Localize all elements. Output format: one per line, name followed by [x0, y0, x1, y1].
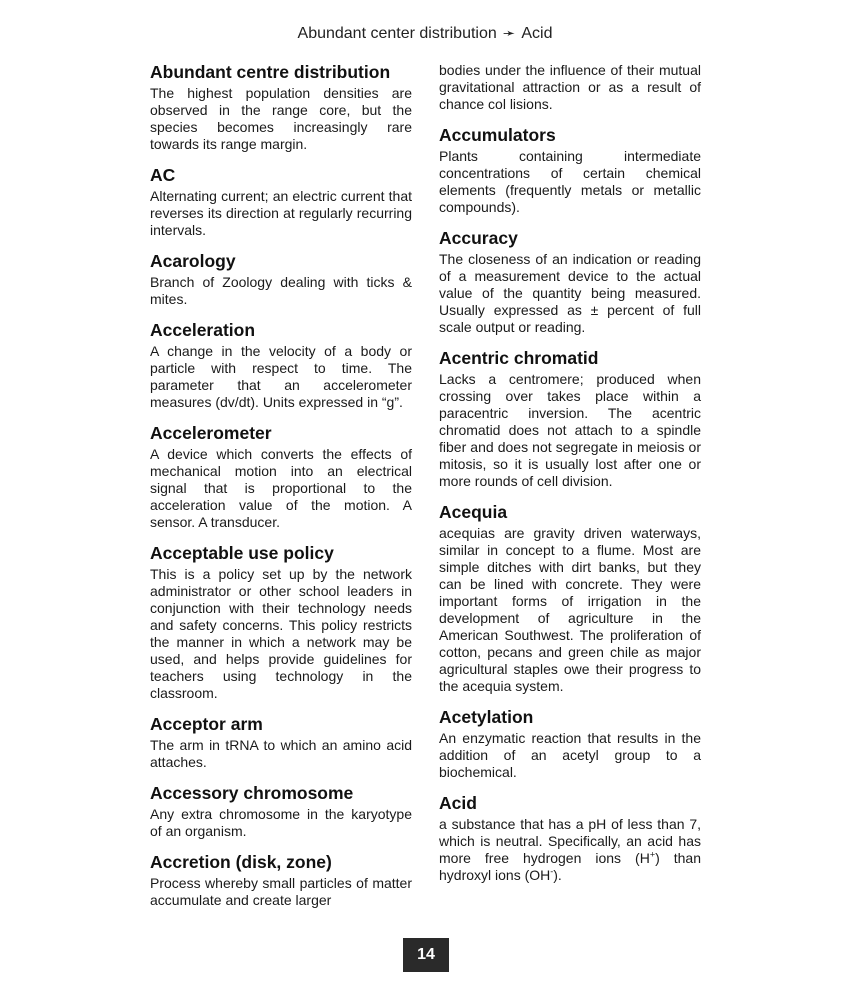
- entry-term: Acceptable use policy: [150, 543, 334, 563]
- entry-term: Accuracy: [439, 228, 518, 248]
- entry-term: Acarology: [150, 251, 236, 271]
- glossary-entry: [150, 251, 412, 308]
- acid-definition-text: ).: [553, 867, 562, 883]
- entry-definition: The highest population densities are observed in the range core, but the species becomes increasingly rare towards its range margin.: [150, 85, 412, 152]
- glossary-entry: [150, 543, 412, 702]
- right-column: [439, 62, 701, 896]
- entry-definition: [439, 816, 701, 884]
- entry-definition: The closeness of an indication or reading of a measurement device to the actual value of the quantity being measured. Usually expressed as ± percent of full scale output or reading.: [439, 251, 701, 335]
- glossary-entry: [439, 502, 701, 695]
- glossary-entry: [439, 348, 701, 490]
- glossary-entry: [439, 125, 701, 216]
- glossary-entry: [150, 62, 412, 153]
- minus-superscript: -: [550, 866, 554, 877]
- continued-definition: bodies under the influence of their mutual gravitational attraction or as a result of chance col lisions.: [439, 62, 701, 112]
- acid-definition-text: ) than hydroxyl ions (OH: [439, 850, 701, 883]
- left-column: [150, 62, 412, 921]
- glossary-entry: [150, 852, 412, 909]
- glossary-entry: [150, 714, 412, 771]
- header-last-term: Acid: [521, 25, 553, 42]
- glossary-entry: [150, 165, 412, 239]
- entry-definition: This is a policy set up by the network administrator or other school leaders in conjunction with their technology needs and safety concerns. This policy restricts the manner in which a network may be used, and helps provide guidelines for teachers using technology in the classroom.: [150, 566, 412, 701]
- glossary-entry: [150, 783, 412, 840]
- entry-definition: acequias are gravity driven waterways, similar in concept to a flume. Most are simple ditches with dirt banks, but they can be lined with concrete. They were important forms of irrigation in the development of agriculture in the American Southwest. The proliferation of cotton, pecans and green chile as major agricultural staples owe their progress to the acequia system.: [439, 525, 701, 694]
- entry-term: Accessory chromosome: [150, 783, 354, 803]
- glossary-entry: [439, 793, 701, 884]
- entry-term: Accretion (disk, zone): [150, 852, 332, 872]
- entry-definition: A change in the velocity of a body or particle with respect to time. The parameter that an accelerometer measures (dv/dt). Units expressed in “g”.: [150, 343, 412, 410]
- glossary-entry: [150, 320, 412, 411]
- entry-definition: Lacks a centromere; produced when crossing over takes place within a paracentric inversion. The acentric chromatid does not attach to a spindle fiber and does not segregate in meiosis or mitosis, so it is usually lost after one or more rounds of cell division.: [439, 371, 701, 489]
- glossary-entry: [439, 228, 701, 336]
- entry-definition: Any extra chromosome in the karyotype of an organism.: [150, 806, 412, 839]
- entry-term: Acceptor arm: [150, 714, 263, 734]
- page-number: 14: [403, 938, 449, 972]
- entry-definition: Process whereby small particles of matter accumulate and create larger: [150, 875, 412, 908]
- arrow-icon: ➛: [502, 25, 516, 42]
- glossary-entry: [439, 707, 701, 781]
- entry-definition: A device which converts the effects of mechanical motion into an electrical signal that is proportional to the acceleration value of the motion. A sensor. A transducer.: [150, 446, 412, 530]
- plus-superscript: +: [649, 849, 656, 860]
- entry-definition: Alternating current; an electric current that reverses its direction at regularly recurring intervals.: [150, 188, 412, 238]
- running-header: [0, 24, 850, 43]
- entry-term: Accelerometer: [150, 423, 272, 443]
- entry-term: Acequia: [439, 502, 508, 522]
- entry-term: Acentric chromatid: [439, 348, 599, 368]
- entry-definition: An enzymatic reaction that results in the addition of an acetyl group to a biochemical.: [439, 730, 701, 780]
- entry-term: Acetylation: [439, 707, 534, 727]
- entry-definition: Branch of Zoology dealing with ticks & mites.: [150, 274, 412, 307]
- entry-term: AC: [150, 165, 176, 185]
- entry-definition: The arm in tRNA to which an amino acid attaches.: [150, 737, 412, 770]
- entry-term: Acid: [439, 793, 477, 813]
- entry-term: Accumulators: [439, 125, 556, 145]
- glossary-entry: [150, 423, 412, 531]
- acid-definition-text: a substance that has a pH of less than 7, which is neutral. Specifically, an acid has more free hydrogen ions (H: [439, 816, 701, 866]
- entry-term: Acceleration: [150, 320, 256, 340]
- entry-term: Abundant centre distribution: [150, 62, 391, 82]
- entry-definition: Plants containing intermediate concentrations of certain chemical elements (frequently metals or metallic compounds).: [439, 148, 701, 215]
- header-first-term: Abundant center distribution: [297, 25, 497, 42]
